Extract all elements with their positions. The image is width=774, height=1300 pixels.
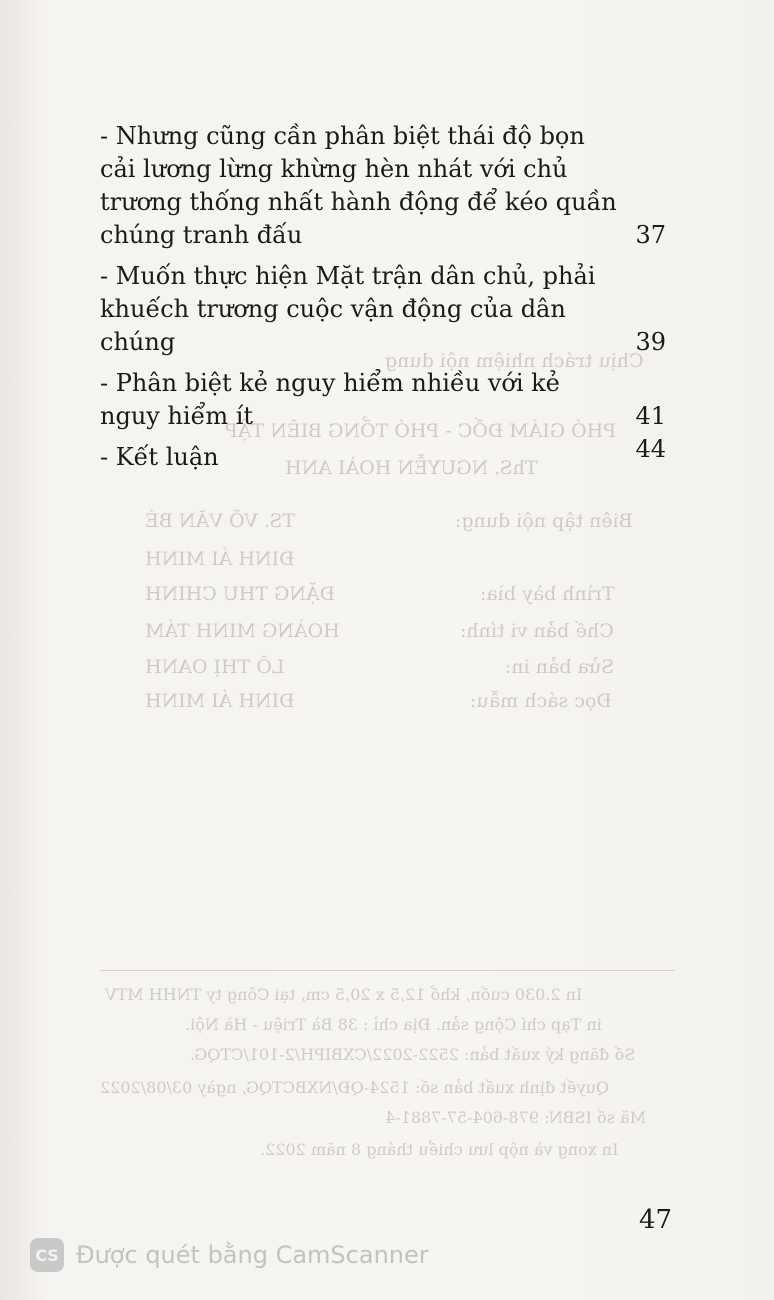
toc-entry-text: - Kết luận — [100, 443, 219, 471]
bleed-credit-role: Biên tập nội dung: — [455, 510, 633, 532]
toc-entry-text: - Muốn thực hiện Mặt trận dân chủ, phải khuếch trương cuộc vận động của dân chúng — [100, 262, 596, 356]
camscanner-icon: CS — [30, 1238, 64, 1272]
page-number: 47 — [639, 1205, 673, 1235]
bleed-colophon-line: Số đăng ký xuất bản: 2522-2022/CXBIPH/2-101/CTQG. — [190, 1045, 636, 1064]
toc-entry-text: - Nhưng cũng cần phân biệt thái độ bọn cải lương lừng khừng hèn nhát với chủ trương thống nhất hành động để kéo quần chúng tranh đấu — [100, 122, 617, 249]
bleed-colophon-line: In xong và nộp lưu chiểu tháng 8 năm 2022. — [260, 1140, 619, 1159]
toc-entry — [100, 260, 680, 359]
bleed-line-1: Chịu trách nhiệm nội dung — [385, 350, 644, 372]
bleed-credit-role: Chế bản vi tính: — [460, 620, 614, 642]
colophon-divider — [100, 970, 675, 971]
bleed-credit-role: Trình bày bìa: — [480, 583, 615, 605]
toc-entry-text: - Phân biệt kẻ nguy hiểm nhiều với kẻ nguy hiểm ít — [100, 369, 560, 430]
bleed-line-3: ThS. NGUYỄN HOÀI ANH — [285, 457, 538, 479]
toc-entry — [100, 120, 680, 252]
bleed-credit-name: ĐINH ÁI MINH — [145, 690, 295, 712]
toc-entry — [100, 435, 680, 474]
bleed-colophon-line: in Tạp chí Cộng sản. Địa chỉ : 38 Bà Triệu - Hà Nội. — [185, 1015, 602, 1034]
table-of-contents — [100, 120, 680, 474]
bleed-credit-name: ĐẶNG THU CHINH — [145, 583, 335, 605]
bleed-colophon-line: In 2.030 cuốn, khổ 12,5 x 20,5 cm, tại Công ty TNHH MTV — [105, 985, 583, 1004]
scanner-watermark — [30, 1238, 429, 1272]
toc-page-number: 41 — [635, 402, 666, 430]
bleed-line-2: PHÓ GIÁM ĐỐC - PHÓ TỔNG BIÊN TẬP — [225, 420, 617, 442]
toc-entry — [100, 367, 680, 433]
toc-page-number: 44 — [635, 435, 666, 463]
bleed-credit-name: LÔ THỊ OANH — [145, 656, 285, 678]
bleed-credit-role: Sửa bản in: — [505, 656, 615, 678]
bleed-credit-name: ĐINH ÁI MINH — [145, 548, 295, 570]
toc-page-number: 39 — [635, 328, 666, 356]
watermark-text: Được quét bằng CamScanner — [76, 1241, 429, 1269]
bleed-credit-name: TS. VÕ VĂN BÉ — [145, 510, 296, 532]
bleed-colophon-line: Quyết định xuất bản số: 1524-QĐ/NXBCTQG, ngày 03/08/2022 — [100, 1078, 610, 1097]
bleed-credit-name: HOÀNG MINH TÁM — [145, 620, 340, 642]
bleed-colophon-line: Mã số ISBN: 978-604-57-7881-4 — [385, 1108, 646, 1127]
toc-page-number: 37 — [635, 221, 666, 249]
bleed-credit-role: Đọc sách mẫu: — [470, 690, 612, 712]
